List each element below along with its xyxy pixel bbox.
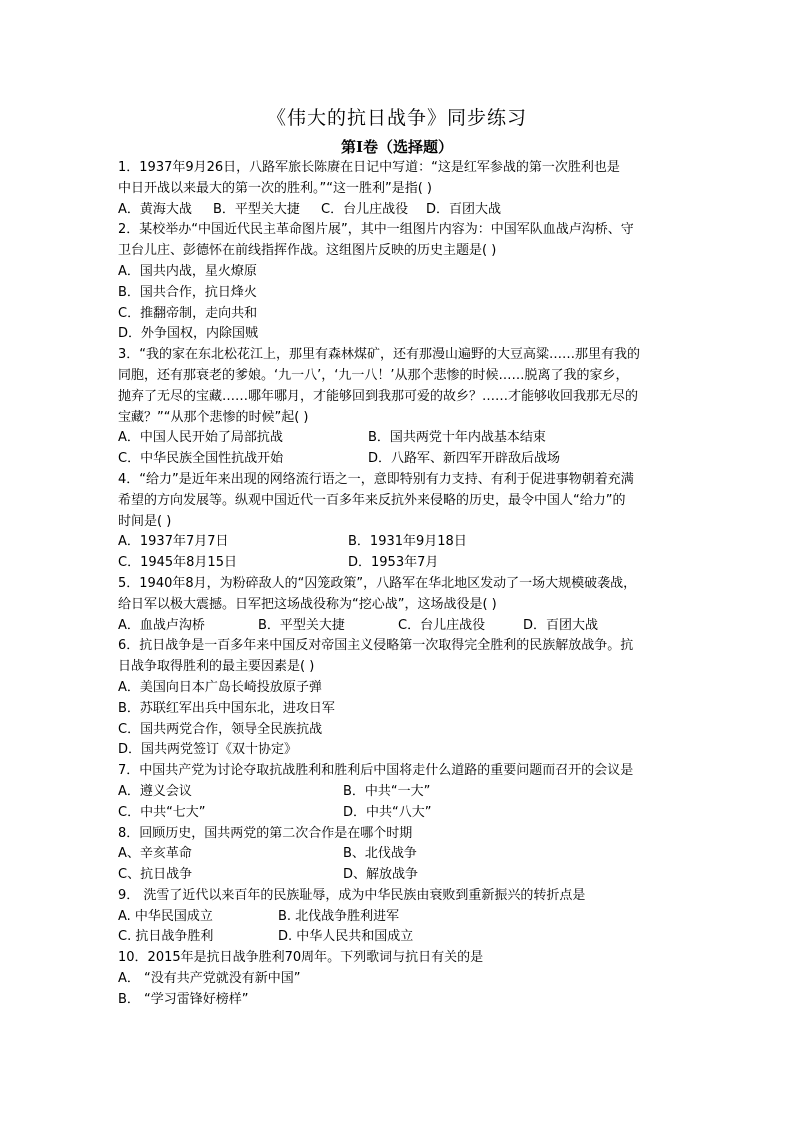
option-b: B．苏联红军出兵中国东北，进攻日军 xyxy=(118,700,335,716)
question-5-options xyxy=(118,616,678,637)
question-8-options-row-1 xyxy=(118,844,678,865)
option-d: D．百团大战 xyxy=(523,617,599,633)
option-c: C．推翻帝制，走向共和 xyxy=(118,305,258,321)
question-5-line-2: 给日军以极大震撼。日军把这场战役称为“挖心战”，这场战役是( ) xyxy=(118,596,497,612)
question-3-options-row-2 xyxy=(118,449,678,470)
question-1-line-2: 中日开战以来最大的第一次的胜利。”“这一胜利”是指( ) xyxy=(118,180,432,196)
option-d: D．外争国权，内除国贼 xyxy=(118,326,259,342)
question-8-line-1: 8．回顾历史，国共两党的第二次合作是在哪个时期 xyxy=(118,825,413,841)
question-7-options-row-2 xyxy=(118,803,678,824)
option-a: A． “没有共产党就没有新中国” xyxy=(118,971,301,987)
question-9-line-1: 9． 洗雪了近代以来百年的民族耻辱，成为中华民族由衰败到重新振兴的转折点是 xyxy=(118,887,586,903)
option-c: C．国共两党合作，领导全民族抗战 xyxy=(118,721,323,737)
option-b: B、北伐战争 xyxy=(343,846,417,862)
option-a: A．1937年7月7日 xyxy=(118,534,229,550)
question-4-line-1: 4．“给力”是近年来出现的网络流行语之一，意即特别有力支持、有利于促进事物朝着充满 xyxy=(118,471,634,487)
option-d: D. 中华人民共和国成立 xyxy=(278,929,414,945)
question-4-line-2: 希望的方向发展等。纵观中国近代一百多年来反抗外来侵略的历史，最令中国人“给力”的 xyxy=(118,492,626,508)
question-3-options-row-1 xyxy=(118,428,678,449)
question-1-options xyxy=(118,200,678,221)
option-b: B．国共合作，抗日烽火 xyxy=(118,284,257,300)
section-heading: 第Ⅰ卷（选择题） xyxy=(340,138,454,156)
option-a: A、辛亥革命 xyxy=(118,846,192,862)
option-a: A. 中华民国成立 xyxy=(118,908,213,924)
option-c: C．1945年8月15日 xyxy=(118,555,237,571)
question-1-line-1: 1．1937年9月26日，八路军旅长陈赓在日记中写道：“这是红军参战的第一次胜利也是 xyxy=(118,160,620,175)
option-b: B. 北伐战争胜利进军 xyxy=(278,908,400,924)
question-4-line-3: 时间是( ) xyxy=(118,513,172,529)
option-d: D．1953年7月 xyxy=(348,555,439,571)
option-c: C．台儿庄战役 xyxy=(398,617,486,633)
option-d: D．八路军、新四军开辟敌后战场 xyxy=(368,451,561,467)
option-a: A．黄海大战 xyxy=(118,201,192,217)
option-a: A．美国向日本广岛长崎投放原子弹 xyxy=(118,679,322,695)
question-3-line-1: 3．“我的家在东北松花江上，那里有森林煤矿，还有那漫山遍野的大豆高粱……那里有我的 xyxy=(118,347,641,363)
question-3-line-4: 宝藏？”“从那个悲惨的时候”起( ) xyxy=(118,409,309,425)
question-8-options-row-2 xyxy=(118,865,678,886)
question-2-line-1: 2．某校举办“中国近代民主革命图片展”，其中一组图片内容为：中国军队血战卢沟桥、守 xyxy=(118,222,634,238)
question-3-line-2: 同胞，还有那衰老的爹娘。‘九一八’，‘九一八！’从那个悲惨的时候……脱离了我的家乡， xyxy=(118,367,629,383)
question-2-line-2: 卫台儿庄、彭德怀在前线指挥作战。这组图片反映的历史主题是( ) xyxy=(118,243,497,259)
question-7-line-1: 7．中国共产党为讨论夺取抗战胜利和胜利后中国将走什么道路的重要问题而召开的会议是 xyxy=(118,763,634,779)
question-4-options-row-1 xyxy=(118,532,678,553)
option-a: A．国共内战，星火燎原 xyxy=(118,263,257,279)
option-d: D．中共“八大” xyxy=(343,804,432,820)
question-10-line-1: 10．2015年是抗日战争胜利70周年。下列歌词与抗日有关的是 xyxy=(118,950,484,966)
option-c: C．中共“七大” xyxy=(118,804,206,820)
question-6-line-1: 6．抗日战争是一百多年来中国反对帝国主义侵略第一次取得完全胜利的民族解放战争。抗 xyxy=(118,638,634,654)
question-9-options-row-2 xyxy=(118,927,678,948)
option-d: D．国共两党签订《双十协定》 xyxy=(118,742,298,758)
option-c: C、抗日战争 xyxy=(118,867,193,883)
question-3-line-3: 抛弃了无尽的宝藏……哪年哪月，才能够回到我那可爱的故乡？……才能够收回我那无尽的 xyxy=(118,388,639,404)
option-b: B．平型关大捷 xyxy=(213,201,300,217)
option-d: D．百团大战 xyxy=(426,201,502,217)
question-4-options-row-2 xyxy=(118,553,678,574)
option-c: C．中华民族全国性抗战开始 xyxy=(118,451,284,467)
option-a: A．中国人民开始了局部抗战 xyxy=(118,430,283,446)
option-c: C．台儿庄战役 xyxy=(321,201,409,217)
page-title: 《伟大的抗日战争》同步练习 xyxy=(266,107,527,129)
question-6-line-2: 日战争取得胜利的最主要因素是( ) xyxy=(118,659,315,675)
option-c: C. 抗日战争胜利 xyxy=(118,929,214,945)
option-b: B．中共“一大” xyxy=(343,783,431,799)
question-5-line-1: 5．1940年8月，为粉碎敌人的“囚笼政策”，八路军在华北地区发动了一场大规模破袭战， xyxy=(118,575,637,591)
option-a: A．遵义会议 xyxy=(118,783,192,799)
question-list xyxy=(118,158,678,1011)
option-b: B．平型关大捷 xyxy=(258,617,345,633)
option-d: D、解放战争 xyxy=(343,867,419,883)
option-b: B．国共两党十年内战基本结束 xyxy=(368,430,546,446)
question-7-options-row-1 xyxy=(118,782,678,803)
question-9-options-row-1 xyxy=(118,907,678,928)
option-b: B． “学习雷锋好榜样” xyxy=(118,991,249,1007)
option-b: B．1931年9月18日 xyxy=(348,534,467,550)
option-a: A．血战卢沟桥 xyxy=(118,617,205,633)
